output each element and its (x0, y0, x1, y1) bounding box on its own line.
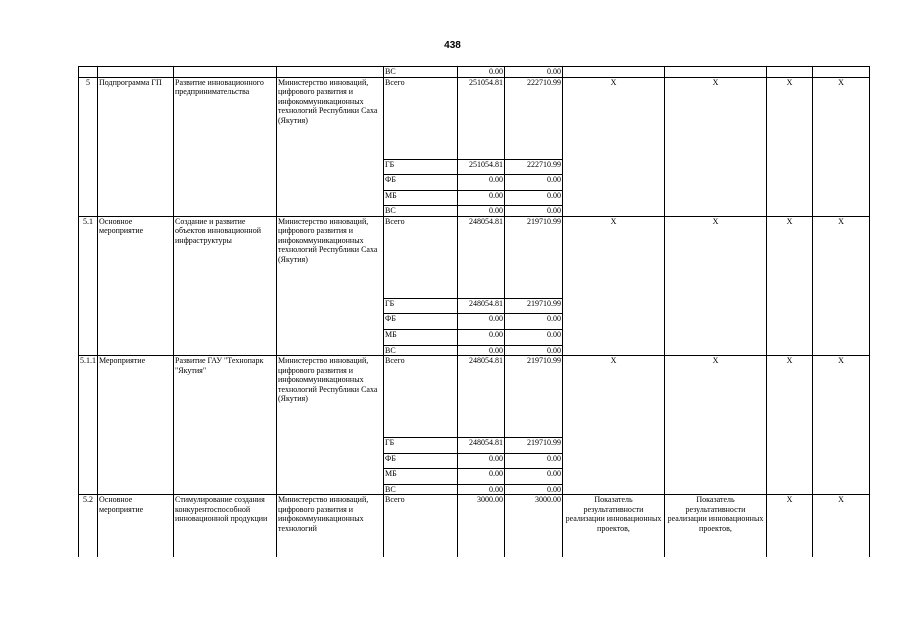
cell-source: ГБ (384, 438, 458, 454)
cell-item-name: Стимулирование создания конкурентоспособной инновационной продукции (174, 495, 277, 557)
cell-value-1: 248054.81 (458, 438, 505, 454)
cell-value-1: 0.00 (458, 175, 505, 191)
cell-source: ВС (384, 345, 458, 356)
cell-value-1: 251054.81 (458, 77, 505, 159)
cell-mark-2: Х (813, 216, 870, 355)
cell-source: МБ (384, 329, 458, 345)
cell-source: ВС (384, 206, 458, 217)
cell-source: ВС (384, 484, 458, 495)
cell-value-1: 0.00 (458, 469, 505, 485)
cell-item-number: 5 (79, 77, 98, 216)
cell-name (174, 67, 277, 78)
cell-source: ВС (384, 67, 458, 78)
cell-mark-2: Х (813, 77, 870, 216)
cell-value-2: 222710.99 (505, 159, 563, 175)
cell-value-1: 3000.00 (458, 495, 505, 557)
cell-source: Всего (384, 77, 458, 159)
cell-value-1: 0.00 (458, 484, 505, 495)
cell-indicator-1: Х (563, 216, 665, 355)
cell-indicator-1: Показатель результативности реализации инновационных проектов, (563, 495, 665, 557)
cell-source: ФБ (384, 453, 458, 469)
cell-source: ФБ (384, 175, 458, 191)
cell-value-1: 0.00 (458, 190, 505, 206)
cell-value-2: 0.00 (505, 175, 563, 191)
cell-value-2: 0.00 (505, 484, 563, 495)
cell-num (79, 67, 98, 78)
table-row (79, 67, 870, 78)
cell-value-2: 0.00 (505, 190, 563, 206)
cell-mark-1: Х (767, 216, 813, 355)
table-row (79, 356, 870, 438)
cell-value-1: 0.00 (458, 67, 505, 78)
cell-item-number: 5.1 (79, 216, 98, 355)
cell-value-2: 3000.00 (505, 495, 563, 557)
cell-indicator-2: Х (665, 77, 767, 216)
cell-executor: Министерство инноваций, цифрового развития и инфокоммуникационных технологий (277, 495, 384, 557)
cell-source: ГБ (384, 159, 458, 175)
cell-value-1: 0.00 (458, 314, 505, 330)
cell-item-type: Основное мероприятие (98, 495, 174, 557)
cell-item-name: Развитие ГАУ "Технопарк "Якутия" (174, 356, 277, 495)
cell-value-2: 219710.99 (505, 216, 563, 298)
cell-c7 (563, 67, 665, 78)
cell-value-1: 248054.81 (458, 216, 505, 298)
cell-value-1: 0.00 (458, 206, 505, 217)
page-number: 438 (444, 40, 461, 51)
cell-executor: Министерство инноваций, цифрового развития и инфокоммуникационных технологий Республики Саха (Якутия) (277, 216, 384, 355)
table-row (79, 216, 870, 298)
cell-type (98, 67, 174, 78)
cell-value-2: 0.00 (505, 314, 563, 330)
cell-source: Всего (384, 495, 458, 557)
cell-indicator-2: Показатель результативности реализации инновационных проектов, (665, 495, 767, 557)
cell-value-2: 0.00 (505, 469, 563, 485)
cell-value-2: 219710.99 (505, 298, 563, 314)
cell-executor: Министерство инноваций, цифрового развития и инфокоммуникационных технологий Республики Саха (Якутия) (277, 77, 384, 216)
cell-value-2: 0.00 (505, 329, 563, 345)
cell-c9 (767, 67, 813, 78)
cell-source: МБ (384, 469, 458, 485)
cell-c8 (665, 67, 767, 78)
cell-indicator-1: Х (563, 356, 665, 495)
cell-value-2: 219710.99 (505, 438, 563, 454)
cell-item-type: Мероприятие (98, 356, 174, 495)
cell-value-1: 0.00 (458, 453, 505, 469)
cell-value-1: 0.00 (458, 345, 505, 356)
cell-value-1: 0.00 (458, 329, 505, 345)
cell-value-2: 0.00 (505, 67, 563, 78)
cell-indicator-2: Х (665, 216, 767, 355)
table-row (79, 495, 870, 557)
cell-exec (277, 67, 384, 78)
cell-indicator-2: Х (665, 356, 767, 495)
cell-mark-2: Х (813, 495, 870, 557)
cell-value-2: 0.00 (505, 345, 563, 356)
cell-mark-1: Х (767, 495, 813, 557)
program-table (78, 66, 870, 557)
cell-source: ГБ (384, 298, 458, 314)
cell-item-name: Развитие инновационного предпринимательства (174, 77, 277, 216)
cell-value-2: 0.00 (505, 206, 563, 217)
cell-source: МБ (384, 190, 458, 206)
cell-value-2: 222710.99 (505, 77, 563, 159)
cell-source: Всего (384, 216, 458, 298)
cell-c10 (813, 67, 870, 78)
cell-value-1: 248054.81 (458, 298, 505, 314)
cell-mark-2: Х (813, 356, 870, 495)
cell-mark-1: Х (767, 77, 813, 216)
cell-indicator-1: Х (563, 77, 665, 216)
table-row (79, 77, 870, 159)
cell-item-number: 5.1.1 (79, 356, 98, 495)
cell-value-1: 251054.81 (458, 159, 505, 175)
cell-mark-1: Х (767, 356, 813, 495)
cell-item-type: Основное мероприятие (98, 216, 174, 355)
cell-item-name: Создание и развитие объектов инновационной инфраструктуры (174, 216, 277, 355)
cell-source: ФБ (384, 314, 458, 330)
cell-item-number: 5.2 (79, 495, 98, 557)
cell-value-2: 0.00 (505, 453, 563, 469)
cell-source: Всего (384, 356, 458, 438)
cell-value-1: 248054.81 (458, 356, 505, 438)
cell-executor: Министерство инноваций, цифрового развития и инфокоммуникационных технологий Республики Саха (Якутия) (277, 356, 384, 495)
cell-item-type: Подпрограмма ГП (98, 77, 174, 216)
cell-value-2: 219710.99 (505, 356, 563, 438)
